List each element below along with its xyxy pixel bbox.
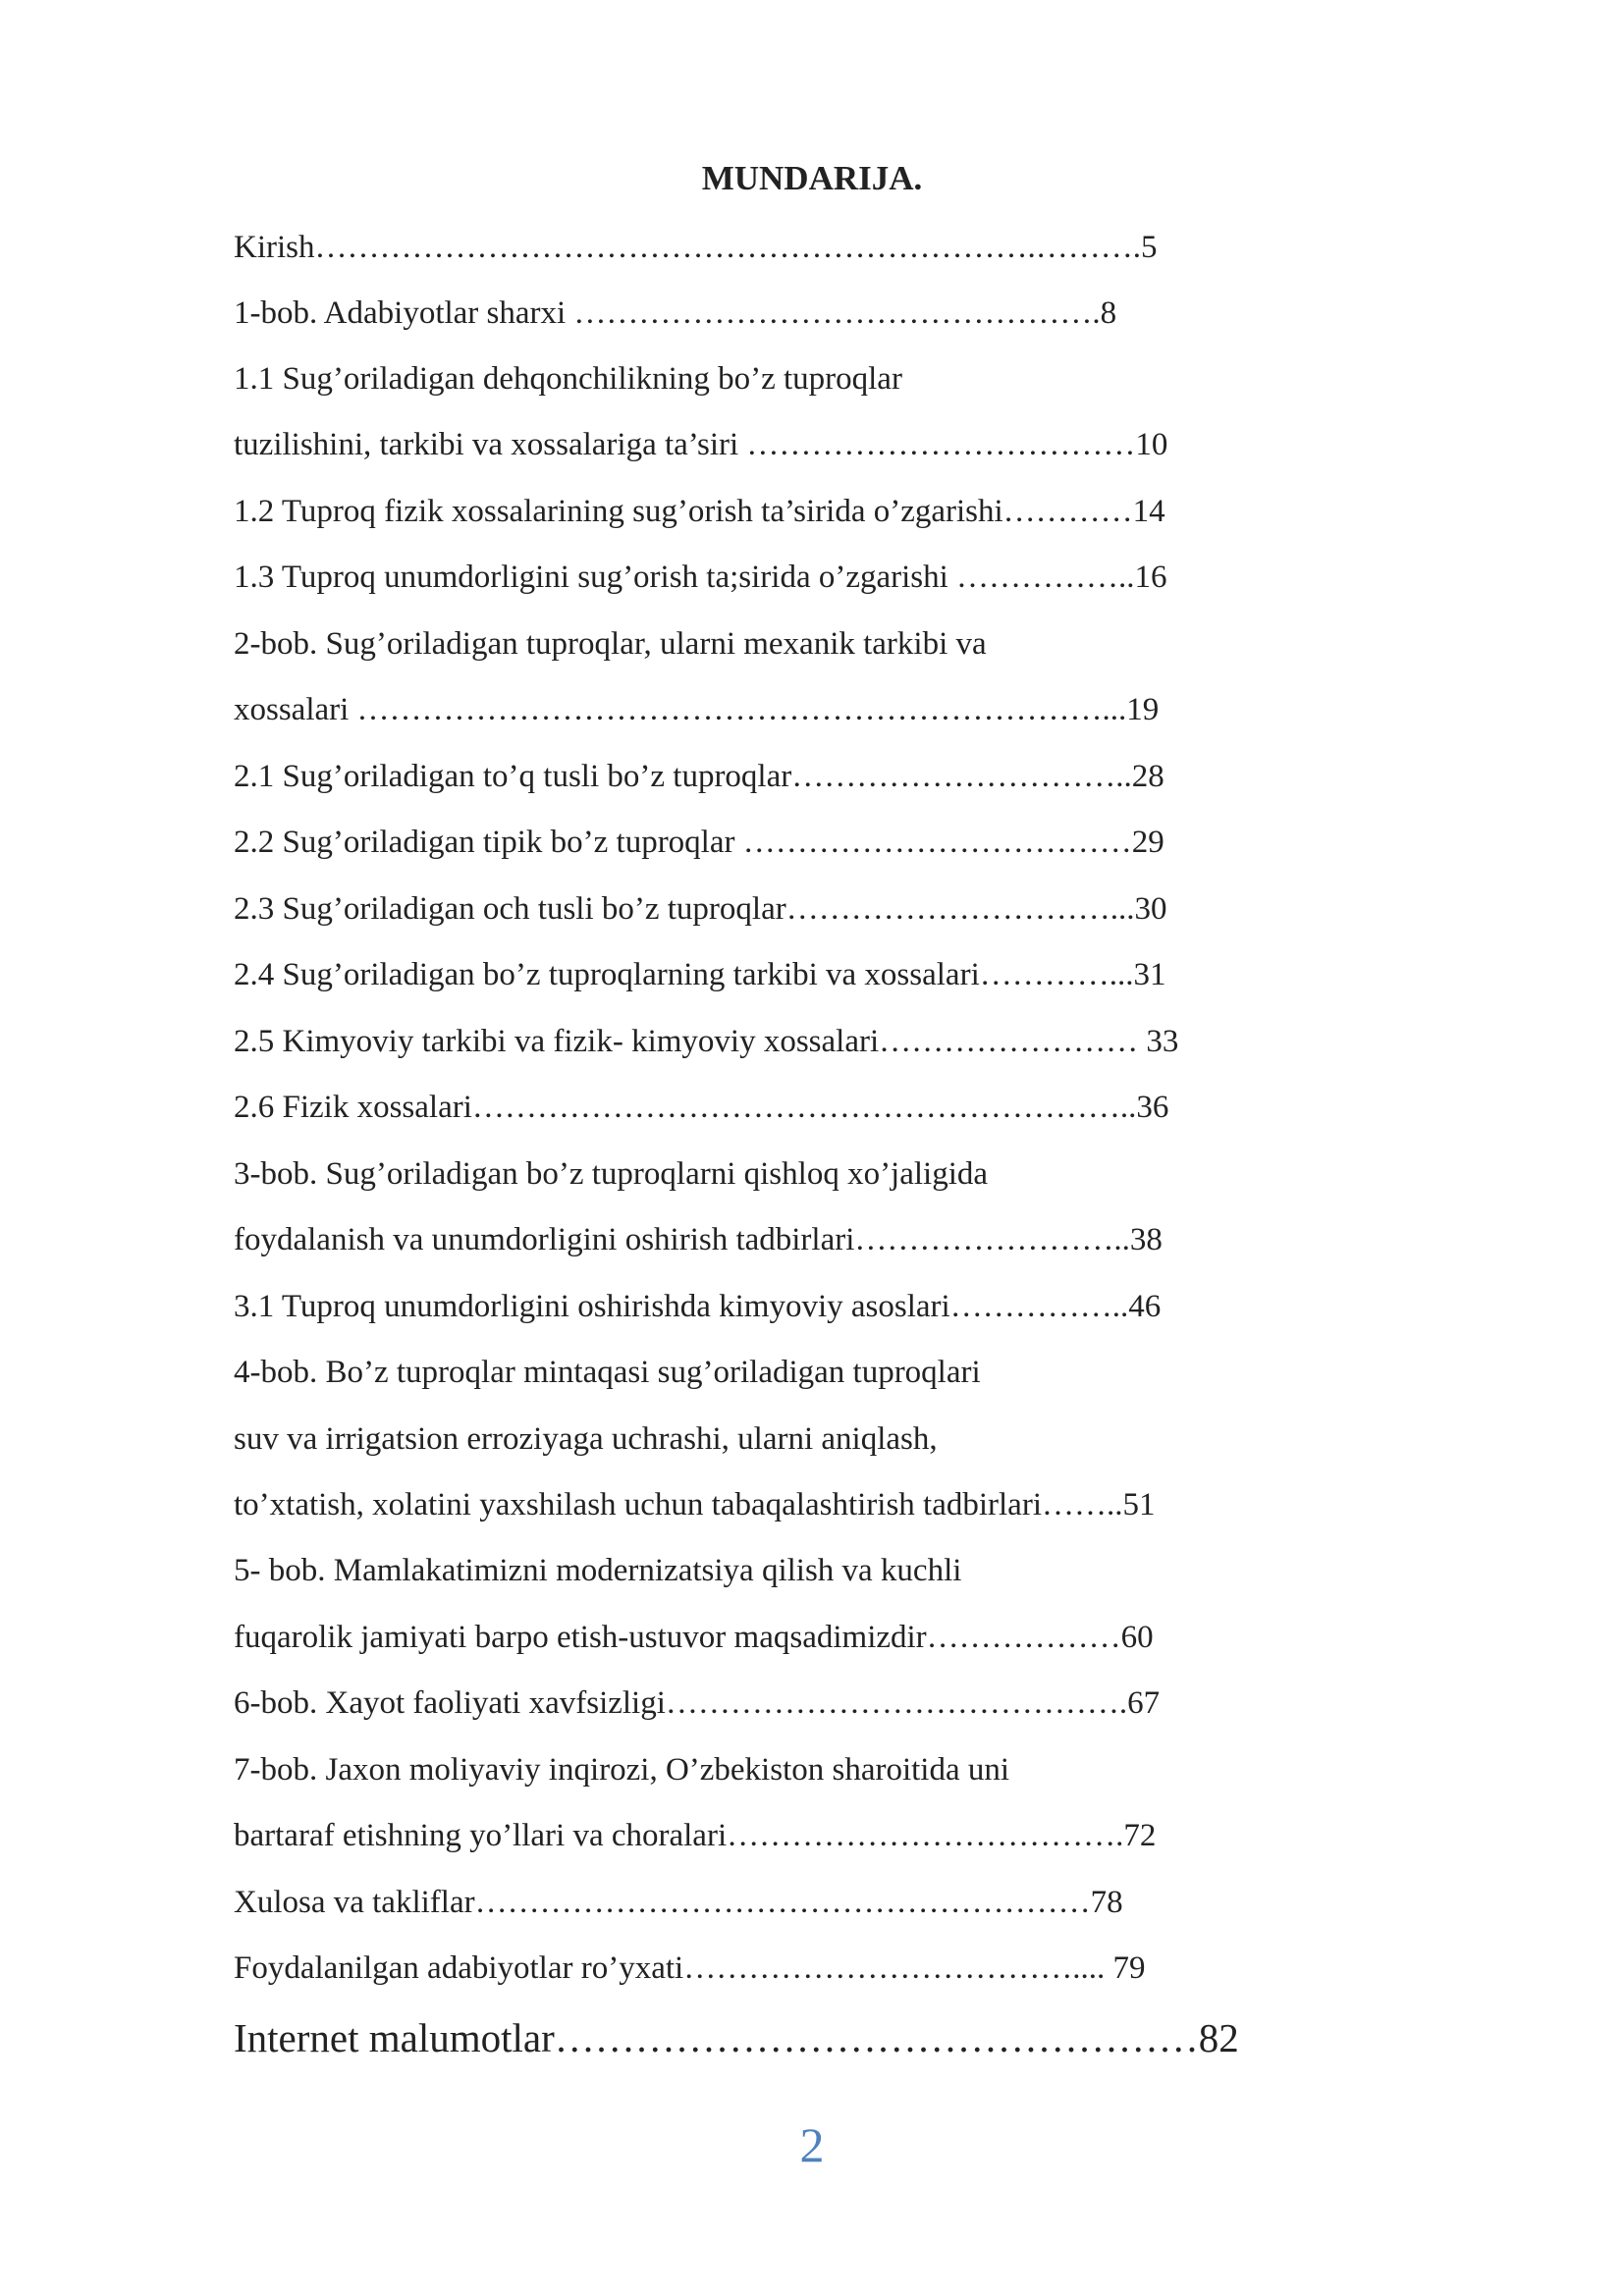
toc-entry: xossalari ……………………………………………………………...19	[234, 692, 1160, 727]
toc-entry: foydalanish va unumdorligini oshirish tadbirlari……………………..38	[234, 1222, 1163, 1257]
toc-entry: 2.2 Sug’oriladigan tipik bo’z tuproqlar ………………………………29	[234, 825, 1164, 860]
toc-entry: Foydalanilgan adabiyotlar ro’yxati……………………………….... 79	[234, 1950, 1146, 1986]
toc-entry: bartaraf etishning yo’llari va choralari……………………………….72	[234, 1818, 1157, 1853]
toc-entry: 2.1 Sug’oriladigan to’q tusli bo’z tuproqlar…………………………..28	[234, 759, 1164, 794]
toc-title: MUNDARIJA.	[701, 159, 923, 197]
toc-entry: Internet malumotlar…………………………………………82	[234, 2015, 1239, 2060]
toc-entry: 1.3 Tuproq unumdorligini sug’orish ta;sirida o’zgarishi ……………..16	[234, 560, 1167, 595]
toc-entry: 1-bob. Adabiyotlar sharxi ………………………………………….8	[234, 295, 1117, 331]
toc-entry: 7-bob. Jaxon moliyaviy inqirozi, O’zbekiston sharoitida uni	[234, 1752, 1010, 1788]
toc-entry: Xulosa va takliflar…………………………………………………78	[234, 1885, 1123, 1920]
toc-entry: 6-bob. Xayot faoliyati xavfsizligi…………………………………….67	[234, 1685, 1161, 1721]
toc-entry: 5- bob. Mamlakatimizni modernizatsiya qilish va kuchli	[234, 1553, 962, 1588]
page-number: 2	[799, 2117, 825, 2172]
toc-entry: fuqarolik jamiyati barpo etish-ustuvor maqsadimizdir………………60	[234, 1620, 1154, 1655]
toc-entry: 3-bob. Sug’oriladigan bo’z tuproqlarni qishloq xo’jaligida	[234, 1156, 989, 1192]
toc-entry: 2.5 Kimyoviy tarkibi va fizik- kimyoviy xossalari…………………… 33	[234, 1024, 1179, 1059]
toc-entry: 2.4 Sug’oriladigan bo’z tuproqlarning tarkibi va xossalari…………...31	[234, 957, 1166, 992]
toc-entry: tuzilishini, tarkibi va xossalariga ta’siri ………………………………10	[234, 427, 1168, 462]
toc-entry: 4-bob. Bo’z tuproqlar mintaqasi sug’oriladigan tuproqlari	[234, 1355, 981, 1390]
toc-entry: 3.1 Tuproq unumdorligini oshirishda kimyoviy asoslari……………..46	[234, 1289, 1162, 1324]
toc-entry: 1.2 Tuproq fizik xossalarining sug’orish ta’sirida o’zgarishi…………14	[234, 494, 1165, 529]
toc-entry: 1.1 Sug’oriladigan dehqonchilikning bo’z tuproqlar	[234, 361, 902, 397]
toc-entry: to’xtatish, xolatini yaxshilash uchun tabaqalashtirish tadbirlari……..51	[234, 1487, 1156, 1522]
toc-entry: 2-bob. Sug’oriladigan tuproqlar, ularni mexanik tarkibi va	[234, 626, 987, 662]
toc-entry: 2.3 Sug’oriladigan och tusli bo’z tuproqlar…………………………...30	[234, 891, 1167, 927]
toc-entry: Kirish………………………………………………………….……….5	[234, 230, 1158, 265]
toc-entry: 2.6 Fizik xossalari……………………………………………………..36	[234, 1090, 1169, 1125]
toc-entry: suv va irrigatsion erroziyaga uchrashi, ularni aniqlash,	[234, 1421, 938, 1457]
